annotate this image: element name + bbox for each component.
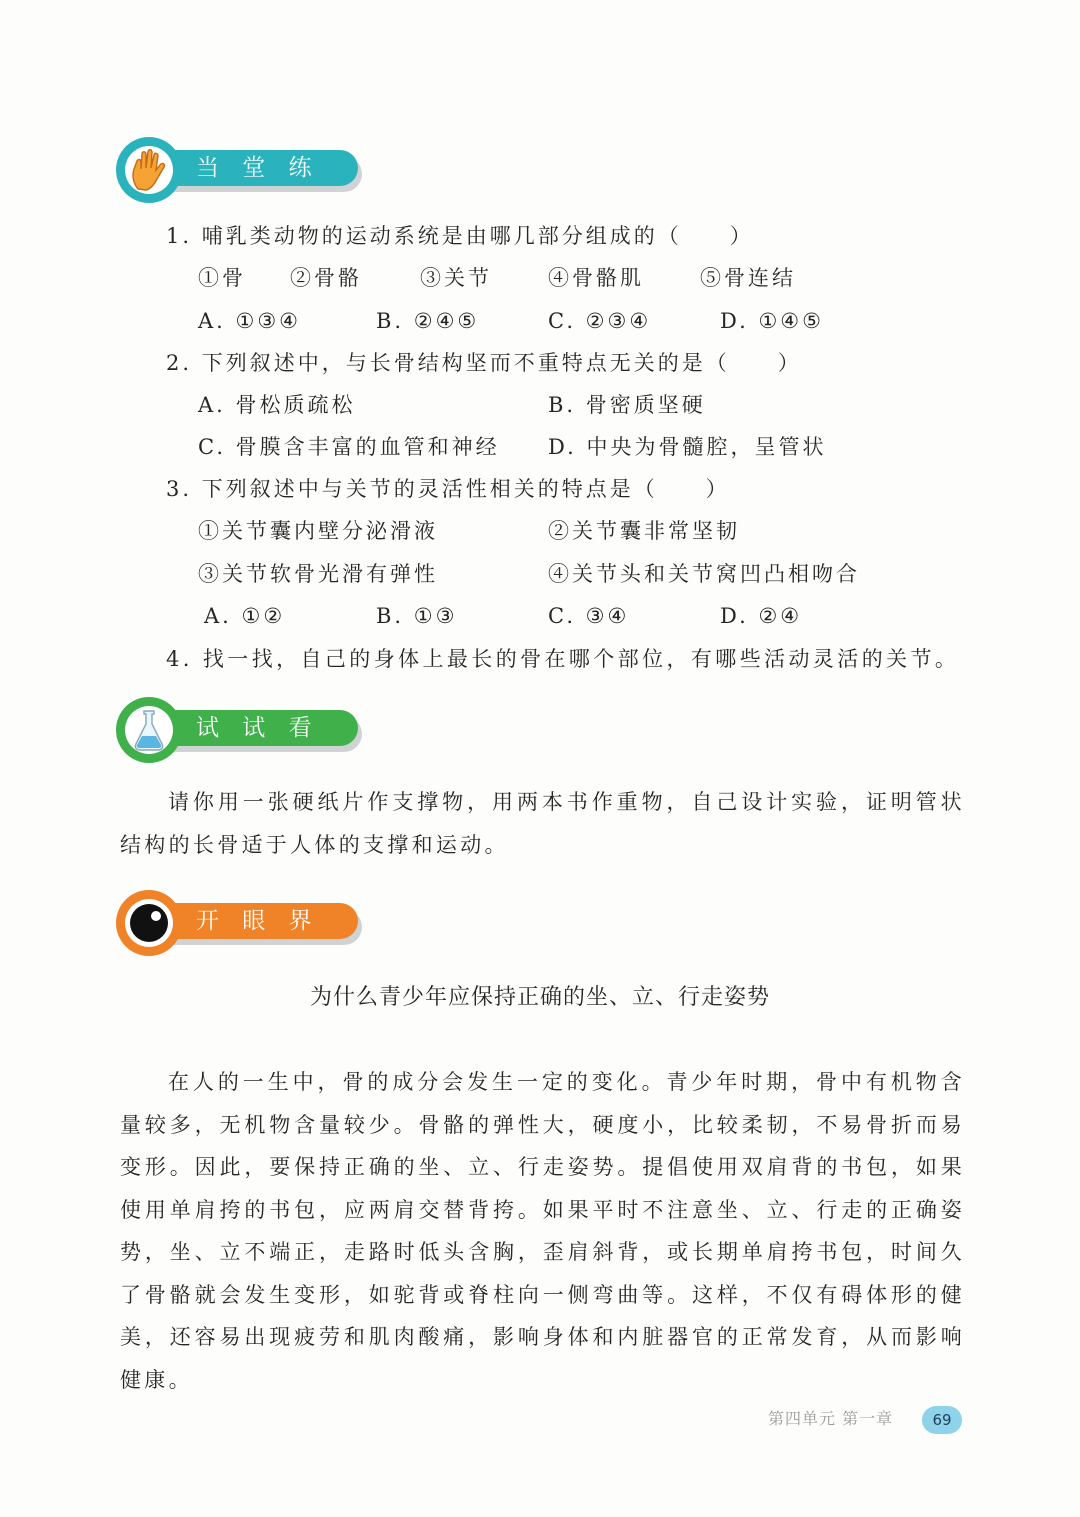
question-2-stem: 2. 下列叙述中，与长骨结构坚而不重特点无关的是（ ）	[166, 351, 802, 375]
chapter-label: 第四单元 第一章	[768, 1409, 894, 1428]
question-2-option: C. 骨膜含丰富的血管和神经	[198, 435, 500, 459]
try-section-title: 试 试 看	[196, 715, 320, 741]
question-1-item: ④骨骼肌	[548, 266, 644, 290]
question-1-option: C. ②③④	[548, 309, 652, 333]
question-1-option: D. ①④⑤	[720, 309, 824, 333]
horizon-section-title: 开 眼 界	[196, 908, 320, 934]
try-paragraph: 请你用一张硬纸片作支撑物，用两本书作重物，自己设计实验，证明管状结构的长骨适于人体的支撑和运动。	[120, 790, 965, 857]
question-1-item: ⑤骨连结	[700, 266, 796, 290]
question-3-option: C. ③④	[548, 604, 630, 628]
practice-section-header	[116, 137, 366, 203]
question-3-item: ③关节软骨光滑有弹性	[198, 562, 438, 586]
flask-icon	[133, 708, 165, 752]
question-2-option: A. 骨松质疏松	[198, 393, 356, 417]
question-3-item: ①关节囊内壁分泌滑液	[198, 519, 438, 543]
question-3-item: ②关节囊非常坚韧	[548, 519, 740, 543]
practice-section-title: 当 堂 练	[196, 155, 320, 181]
horizon-section-header	[116, 890, 366, 956]
eye-icon	[128, 902, 170, 944]
question-2-option: B. 骨密质坚硬	[548, 393, 706, 417]
question-3-option: B. ①③	[376, 604, 458, 628]
try-section-header	[116, 697, 366, 763]
question-4-stem: 4. 找一找，自己的身体上最长的骨在哪个部位，有哪些活动灵活的关节。	[166, 647, 960, 671]
question-1-option: A. ①③④	[198, 309, 301, 333]
article-title: 为什么青少年应保持正确的坐、立、行走姿势	[309, 985, 770, 1010]
question-1-item: ③关节	[420, 266, 492, 290]
question-1-option: B. ②④⑤	[376, 309, 480, 333]
question-3-item: ④关节头和关节窝凹凸相吻合	[548, 562, 860, 586]
question-3-stem: 3. 下列叙述中与关节的灵活性相关的特点是（ ）	[166, 477, 730, 501]
hand-icon	[129, 149, 169, 191]
question-1-item: ②骨骼	[290, 266, 362, 290]
question-1-item: ①骨	[198, 266, 246, 290]
question-2-option: D. 中央为骨髓腔，呈管状	[548, 435, 827, 459]
page-number: 69	[922, 1406, 962, 1434]
question-3-option: A. ①②	[204, 604, 286, 628]
question-3-option: D. ②④	[720, 604, 803, 628]
article-paragraph: 在人的一生中，骨的成分会发生一定的变化。青少年时期，骨中有机物含量较多，无机物含量较少。骨骼的弹性大，硬度小，比较柔韧，不易骨折而易变形。因此，要保持正确的坐、立、行走姿势。提倡使用双肩背的书包，如果使用单肩挎的书包，应两肩交替背挎。如果平时不注意坐、立、行走的正确姿势，坐、立不端正，走路时低头含胸，歪肩斜背，或长期单肩挎书包，时间久了骨骼就会发生变形，如驼背或脊柱向一侧弯曲等。这样，不仅有碍体形的健美，还容易出现疲劳和肌肉酸痛，影响身体和内脏器官的正常发育，从而影响健康。	[120, 1070, 965, 1392]
question-1-stem: 1. 哺乳类动物的运动系统是由哪几部分组成的（ ）	[166, 224, 754, 248]
